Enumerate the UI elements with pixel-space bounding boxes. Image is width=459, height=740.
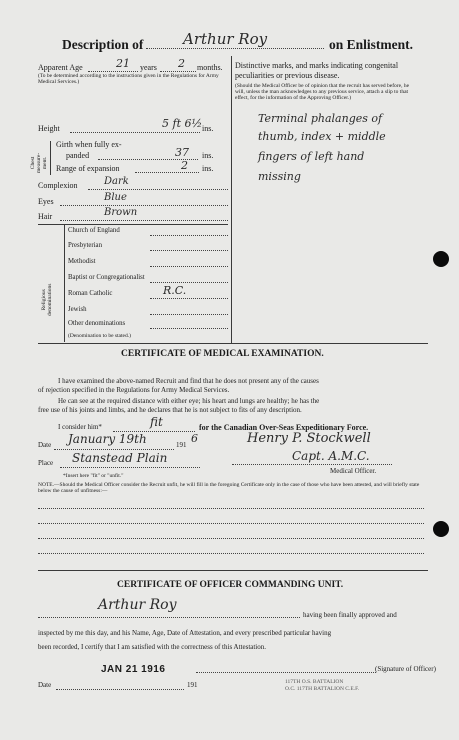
- chest-side-3: ment.: [42, 156, 48, 170]
- distinctive-hw-2: thumb, index + middle: [258, 130, 386, 143]
- punch-hole-2: [433, 521, 449, 537]
- medical-date-line: [54, 449, 174, 450]
- religion-item-label: Presbyterian: [68, 242, 102, 249]
- medical-para-2: He can see at the required distance with either eye; his heart and lungs are healthy; he has the: [58, 397, 320, 405]
- complexion-value: Dark: [104, 176, 129, 187]
- religion-item-line: [150, 314, 228, 315]
- officer-stamp-unit-2: O.C. 117TH BATTALION C.E.F.: [285, 686, 360, 692]
- religion-other-note: (Denomination to be stated.): [68, 333, 131, 339]
- religion-item-label: Methodist: [68, 258, 96, 265]
- religion-item-value: R.C.: [163, 284, 187, 297]
- distinctive-hw-1: Terminal phalanges of: [258, 112, 383, 125]
- girth-value: 37: [175, 146, 189, 159]
- height-line: [70, 132, 200, 133]
- unfit-line-3: [38, 538, 424, 539]
- medical-top-rule: [38, 343, 428, 344]
- apparent-age-label: Apparent Age: [38, 63, 83, 72]
- complexion-line: [88, 189, 228, 190]
- hair-value: Brown: [104, 207, 138, 218]
- officer-signature-line: [196, 672, 376, 673]
- officer-stamp-unit-1: 117TH O.S. BATTALION: [285, 679, 344, 685]
- religion-item-line: [150, 282, 228, 283]
- unfit-line-2: [38, 523, 424, 524]
- girth-unit: ins.: [202, 151, 214, 160]
- chest-side-2: measure-: [36, 152, 42, 173]
- medical-place-label: Place: [38, 459, 54, 467]
- medical-title: CERTIFICATE OF MEDICAL EXAMINATION.: [121, 349, 324, 359]
- religion-top-rule: [38, 224, 228, 225]
- age-months-line: [160, 71, 196, 72]
- religion-item-label: Church of England: [68, 227, 120, 234]
- range-value: 2: [181, 159, 188, 172]
- consider-value: fit: [150, 415, 163, 429]
- range-unit: ins.: [202, 164, 214, 173]
- medical-footnote: *Insert here "fit" or "unfit.": [63, 473, 124, 479]
- age-years-label: years: [140, 63, 157, 72]
- height-label: Height: [38, 124, 60, 133]
- girth-label-2: panded: [66, 151, 90, 160]
- medical-signature-line: [232, 464, 392, 465]
- unfit-line-1: [38, 508, 424, 509]
- religion-side-1: Religious: [41, 289, 47, 311]
- officer-year-label: 191: [187, 681, 198, 689]
- medical-rank: Capt. A.M.C.: [292, 449, 370, 463]
- medical-officer-label: Medical Officer.: [330, 467, 377, 475]
- range-label: Range of expansion: [56, 164, 120, 173]
- age-months-value: 2: [178, 57, 185, 70]
- religion-item-line: [150, 235, 228, 236]
- punch-hole-1: [433, 251, 449, 267]
- range-line: [135, 172, 199, 173]
- officer-name-line: [38, 617, 300, 618]
- chest-side-1: Chest: [30, 156, 36, 170]
- title-left: Description of: [62, 37, 144, 52]
- title-name-line: [146, 48, 324, 49]
- officer-date-label: Date: [38, 681, 52, 689]
- age-years-line: [88, 71, 138, 72]
- eyes-line: [60, 205, 228, 206]
- religion-item-label: Roman Catholic: [68, 290, 113, 297]
- medical-note: NOTE.—Should the Medical Officer consider the Recruit unfit, he will fill in the foregoing Certificate only in the case of those who have been attested, and will briefly state below the cause of unfitness:—: [38, 482, 420, 494]
- officer-line-2: inspected by me this day, and his Name, Age, Date of Attestation, and every prescribed particular having: [38, 629, 332, 637]
- column-divider: [231, 56, 232, 343]
- officer-stamp-date: JAN 21 1916: [101, 664, 166, 675]
- hair-label: Hair: [38, 212, 53, 221]
- unfit-line-4: [38, 553, 424, 554]
- age-months-label: months.: [197, 63, 223, 72]
- distinctive-heading-2: peculiarities or previous disease.: [235, 71, 340, 80]
- distinctive-heading-1: Distinctive marks, and marks indicating congenital: [235, 61, 399, 70]
- medical-place-value: Stanstead Plain: [72, 451, 168, 465]
- height-unit: ins.: [202, 124, 214, 133]
- religion-divider: [64, 224, 65, 342]
- medical-para-1b: of rejection specified in the Regulations for Army Medical Services.: [38, 386, 230, 394]
- medical-signature: Henry P. Stockwell: [247, 431, 371, 446]
- medical-year-value: 6: [191, 432, 198, 445]
- title-right: on Enlistment.: [329, 37, 414, 52]
- consider-suffix: for the Canadian Over-Seas Expeditionary Force.: [199, 423, 369, 432]
- chest-bracket: [50, 141, 51, 175]
- eyes-label: Eyes: [38, 197, 54, 206]
- eyes-value: Blue: [104, 192, 127, 203]
- age-years-value: 21: [116, 57, 130, 70]
- officer-line-3: been recorded, I certify that I am satisfied with the correctness of this Attestation.: [38, 643, 267, 651]
- religion-item-line: [150, 250, 228, 251]
- age-note: (To be determined according to the instructions given in the Regulations for Army Medical Services.): [38, 73, 219, 85]
- religion-item-line: [150, 298, 228, 299]
- officer-date-line: [56, 689, 184, 690]
- chest-side-label: [30, 153, 48, 173]
- religion-item-label: Other denominations: [68, 320, 126, 327]
- officer-sig-label: (Signature of Officer): [375, 665, 436, 673]
- medical-para-2b: free use of his joints and limbs, and he declares that he is not subject to fits of any description.: [38, 406, 302, 414]
- religion-item-label: Jewish: [68, 306, 87, 313]
- girth-label-1: Girth when fully ex-: [56, 140, 122, 149]
- medical-date-value: January 19th: [68, 432, 147, 446]
- officer-title: CERTIFICATE OF OFFICER COMMANDING UNIT.: [117, 580, 344, 590]
- distinctive-hw-4: missing: [258, 170, 301, 183]
- religion-side-2: denominations: [47, 283, 53, 316]
- distinctive-hw-3: fingers of left hand: [258, 150, 365, 163]
- religion-item-line: [150, 266, 228, 267]
- medical-date-label: Date: [38, 441, 52, 449]
- height-value: 5 ft 6½: [162, 117, 203, 130]
- officer-name: Arthur Roy: [98, 597, 177, 613]
- religion-side-label: [41, 284, 53, 316]
- distinctive-note: (Should the Medical Officer be of opinion that the recruit has served before, he will, unless the man acknowledges to any previous service, attach a slip to that effect, for the information of the Approving Officer.): [235, 83, 410, 101]
- religion-item-label: Baptist or Congregationalist: [68, 274, 145, 281]
- complexion-label: Complexion: [38, 181, 78, 190]
- hair-line: [60, 220, 228, 221]
- medical-place-line: [60, 467, 200, 468]
- medical-bottom-rule: [38, 570, 428, 571]
- medical-para-1: I have examined the above-named Recruit and find that he does not present any of the causes: [58, 377, 319, 385]
- medical-year-label: 191: [176, 441, 187, 449]
- recruit-name: Arthur Roy: [183, 30, 268, 48]
- religion-item-line: [150, 328, 228, 329]
- officer-line-1-suffix: having been finally approved and: [303, 611, 397, 619]
- consider-prefix: I consider him*: [58, 423, 102, 431]
